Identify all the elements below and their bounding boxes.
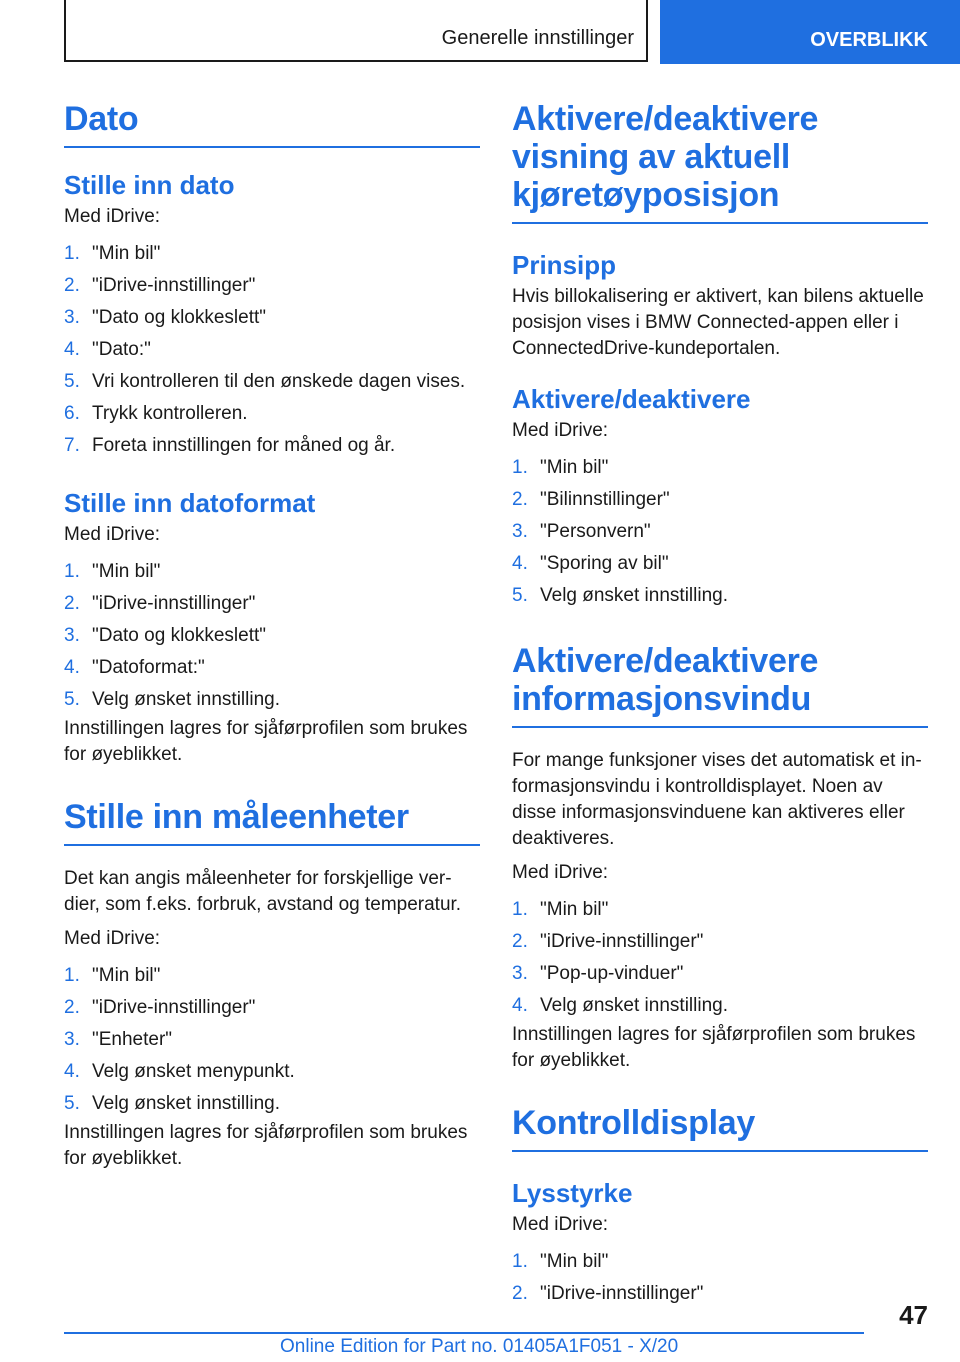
list-item: 1. "Min bil" (64, 561, 161, 582)
heading-kjoretoyposisjon: Aktivere/deaktivere visning av aktuell kjøretøyposisjon (512, 100, 928, 224)
steps-lysstyrke (512, 1246, 928, 1310)
list-item: 7. Foreta innstillingen for måned og år. (64, 435, 396, 456)
list-item: 1. "Min bil" (512, 899, 609, 920)
heading-informasjonsvindu: Aktivere/deaktivere informasjonsvindu (512, 642, 928, 728)
page-number: 47 (899, 1300, 928, 1330)
page-header (0, 0, 960, 64)
lead-text: Med iDrive: (64, 928, 161, 949)
heading-stille-inn-dato: Stille inn dato (64, 170, 235, 200)
steps-maaleenheter (64, 960, 480, 1120)
list-item: 4. Velg ønsket menypunkt. (64, 1061, 295, 1082)
list-item: 2. "iDrive-innstillinger" (512, 1283, 704, 1304)
list-item: 1. "Min bil" (64, 965, 161, 986)
list-item: 6. Trykk kontrolleren. (64, 403, 248, 424)
overview-tab-label: OVERBLIKK (810, 29, 928, 51)
list-item: 3. "Dato og klokkeslett" (64, 625, 267, 646)
list-item: 4. "Datoformat:" (64, 657, 205, 678)
footer-divider (64, 1332, 864, 1334)
list-item: 5. Velg ønsket innstilling. (64, 1093, 280, 1114)
section-header-box (64, 0, 648, 62)
prinsipp-text: Hvis billokalisering er aktivert, kan bilens aktuelle posisjon vises i BMW Connected-appen eller i ConnectedDrive-kundeportalen. (512, 286, 924, 359)
intro-text: For mange funksjoner vises det automatisk et informasjonsvindu i kontrolldisplayet. Noen av disse informasjonsvinduene kan aktiveres eller deaktiveres. (512, 750, 922, 849)
lead-text: Med iDrive: (64, 524, 161, 545)
list-item: 3. "Enheter" (64, 1029, 173, 1050)
heading-kontrolldisplay: Kontrolldisplay (512, 1104, 928, 1152)
list-item: 4. "Dato:" (64, 339, 151, 360)
note-text: Innstillingen lagres for sjåførprofilen som brukes for øyeblikket. (64, 718, 468, 765)
list-item: 5. Velg ønsket innstilling. (64, 689, 280, 710)
list-item: 3. "Personvern" (512, 521, 651, 542)
lead-text: Med iDrive: (512, 420, 609, 441)
list-item: 2. "iDrive-innstillinger" (64, 275, 256, 296)
list-item: 1. "Min bil" (512, 457, 609, 478)
list-item: 3. "Dato og klokkeslett" (64, 307, 267, 328)
lead-text: Med iDrive: (64, 206, 161, 227)
section-title: Generelle innstillinger (441, 27, 634, 49)
note-text: Innstillingen lagres for sjåførprofilen som brukes for øyeblikket. (512, 1024, 916, 1071)
intro-text: Det kan angis måleenheter for forskjellige verdier, som f.eks. forbruk, avstand og temperatur. (64, 868, 462, 915)
heading-stille-inn-datoformat: Stille inn datoformat (64, 488, 316, 518)
list-item: 4. Velg ønsket innstilling. (512, 995, 728, 1016)
heading-dato: Dato (64, 100, 480, 148)
steps-infovindu (512, 894, 928, 1022)
right-column (512, 100, 928, 1310)
list-item: 5. Vri kontrolleren til den ønskede dagen vises. (64, 371, 466, 392)
left-column (64, 100, 480, 1172)
list-item: 1. "Min bil" (512, 1251, 609, 1272)
list-item: 2. "iDrive-innstillinger" (64, 997, 256, 1018)
lead-text: Med iDrive: (512, 862, 609, 883)
list-item: 4. "Sporing av bil" (512, 553, 669, 574)
list-item: 2. "iDrive-innstillinger" (512, 931, 704, 952)
list-item: 2. "iDrive-innstillinger" (64, 593, 256, 614)
lead-text: Med iDrive: (512, 1214, 609, 1235)
steps-stille-inn-dato (64, 238, 480, 462)
steps-datoformat (64, 556, 480, 716)
list-item: 2. "Bilinnstillinger" (512, 489, 670, 510)
edition-text: Online Edition for Part no. 01405A1F051 - X/20 (280, 1336, 679, 1357)
list-item: 1. "Min bil" (64, 243, 161, 264)
heading-prinsipp: Prinsipp (512, 250, 617, 280)
list-item: 3. "Pop-up-vinduer" (512, 963, 684, 984)
heading-lysstyrke: Lysstyrke (512, 1178, 633, 1208)
heading-aktivere-deaktivere: Aktivere/deaktivere (512, 384, 751, 414)
overview-tab[interactable] (660, 0, 960, 64)
note-text: Innstillingen lagres for sjåførprofilen som brukes for øyeblikket. (64, 1122, 468, 1169)
list-item: 5. Velg ønsket innstilling. (512, 585, 728, 606)
heading-maaleenheter: Stille inn måleenheter (64, 798, 480, 846)
steps-aktivere (512, 452, 928, 612)
